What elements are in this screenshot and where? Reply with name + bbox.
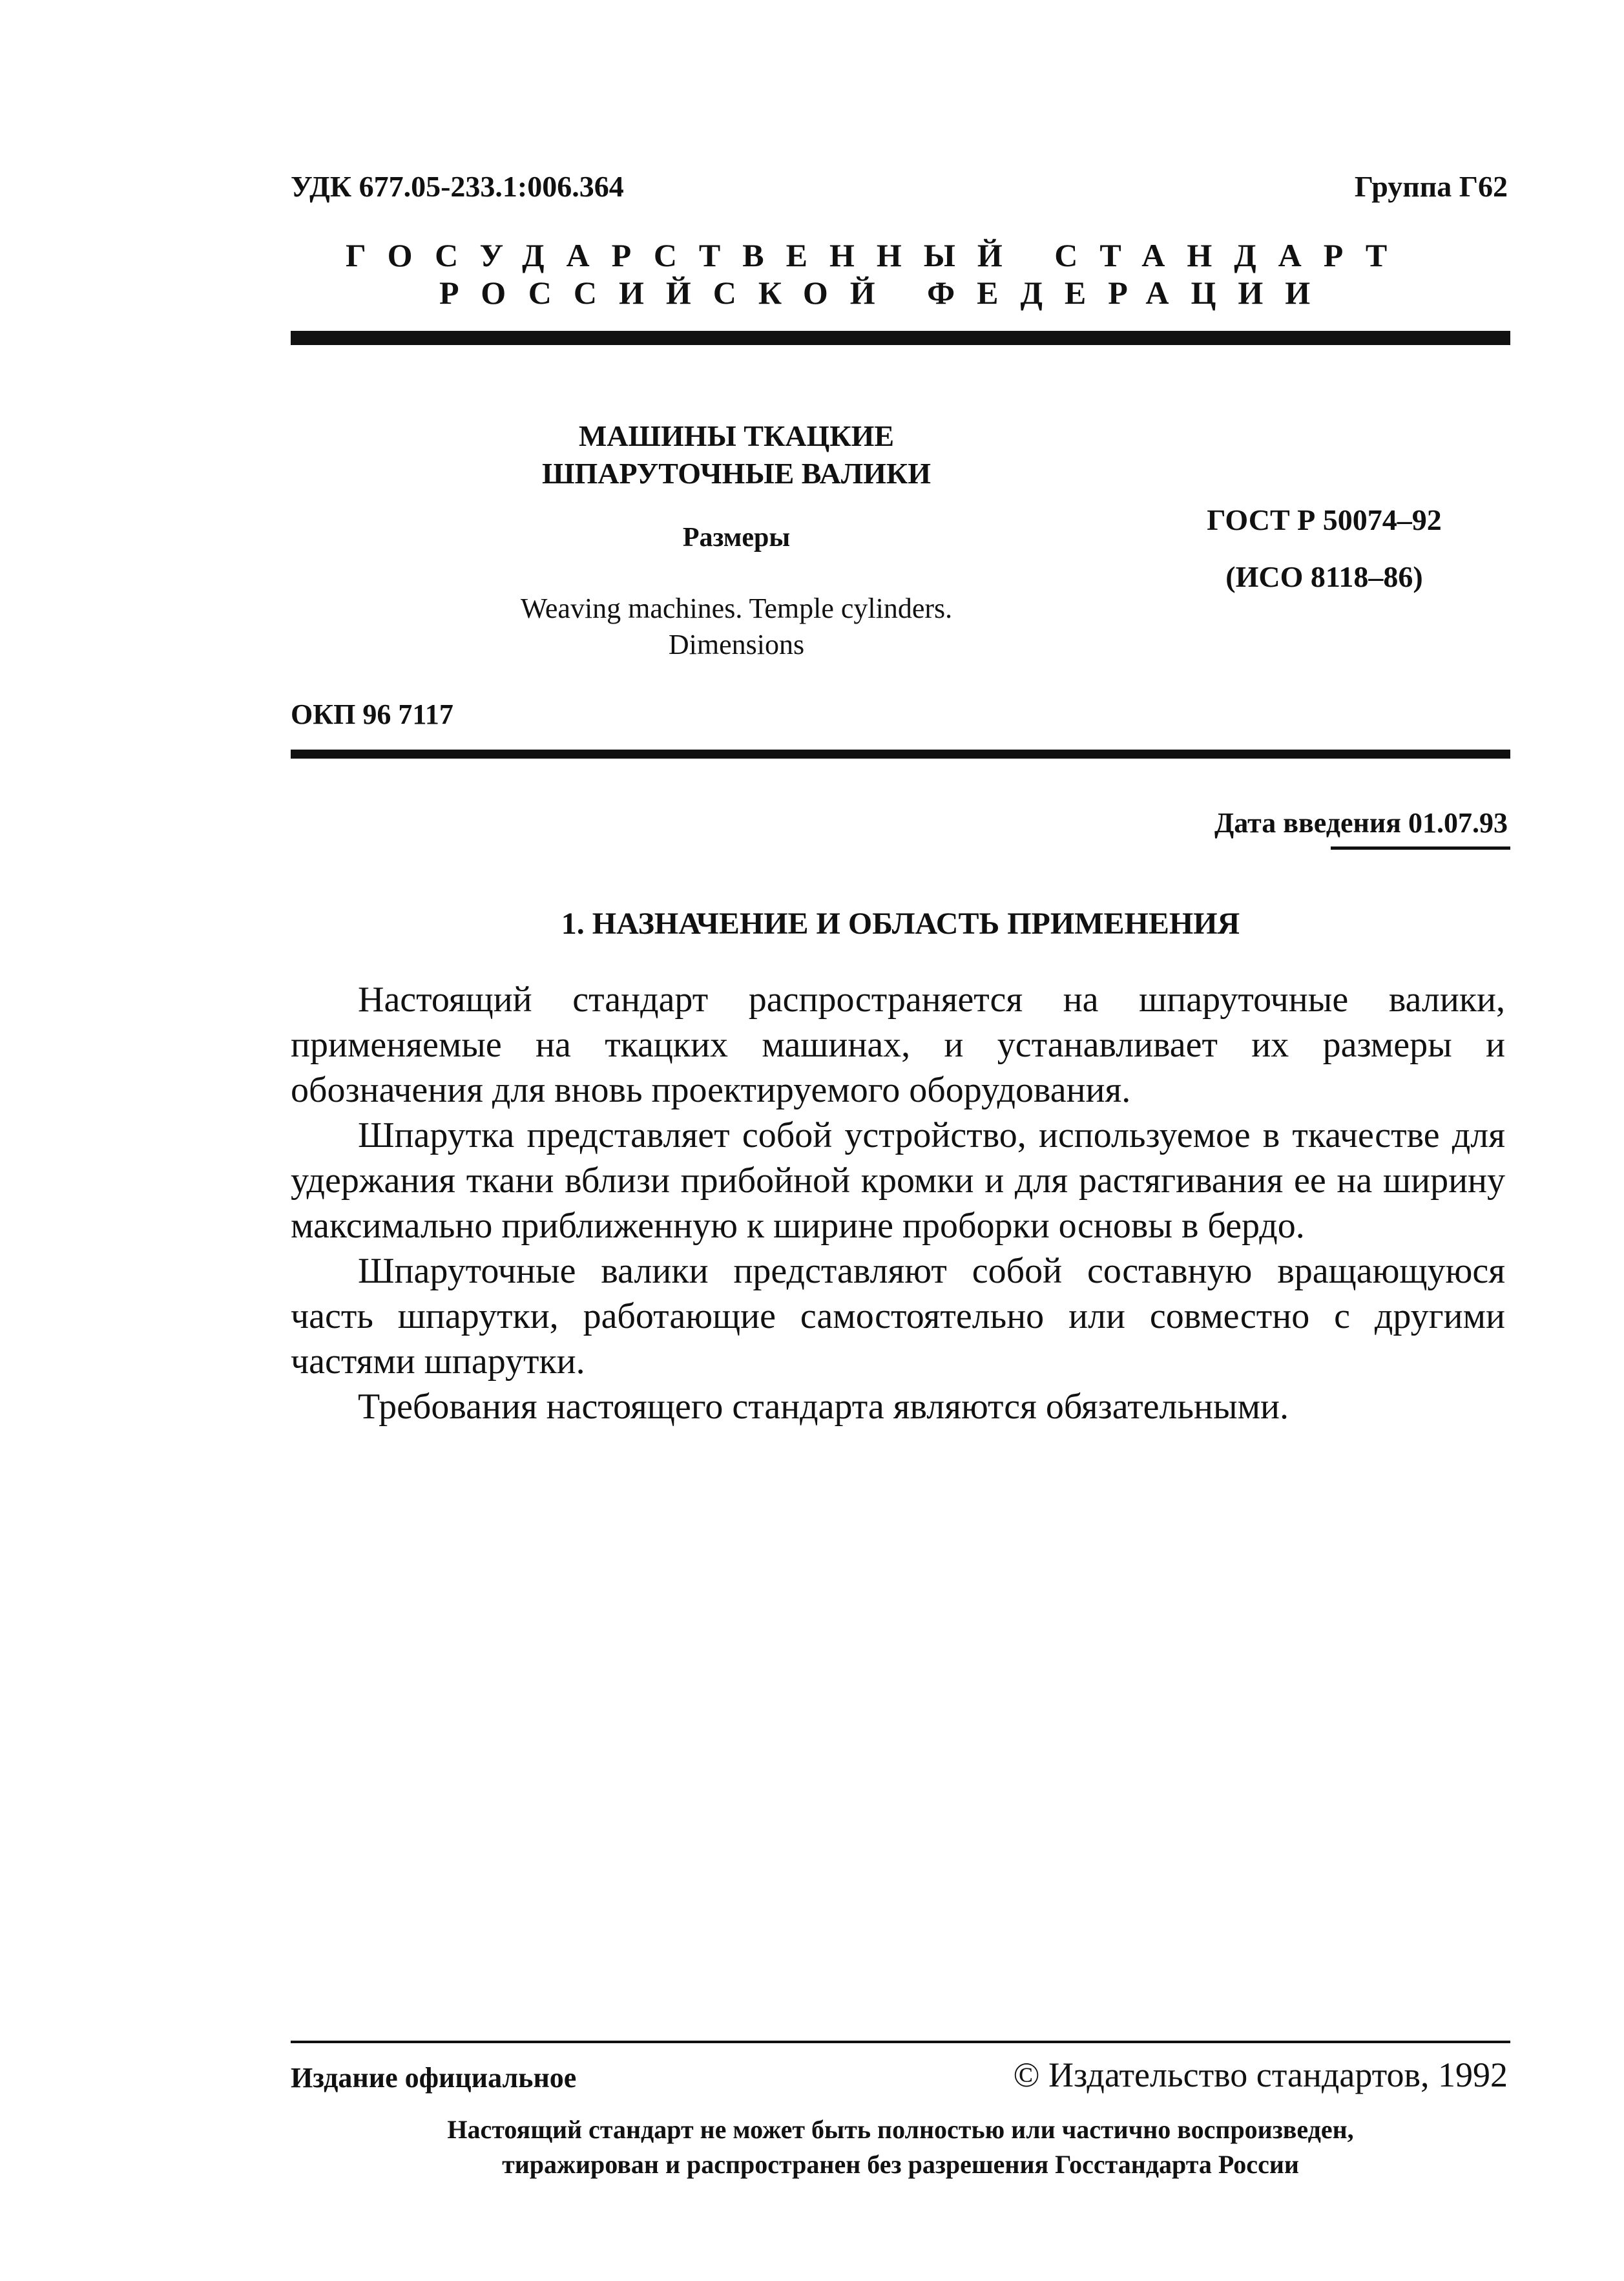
paragraph: Настоящий стандарт распространяется на шпаруточные валики, применяемые на ткацких машинах, и устанавливает их размеры и обозначения для вновь проектируемого оборудования.	[291, 980, 1505, 1110]
document-subtitle: Размеры	[682, 523, 791, 552]
copyright: © Издательство стандартов, 1992	[1013, 2055, 1508, 2094]
section-heading: 1. НАЗНАЧЕНИЕ И ОБЛАСТЬ ПРИМЕНЕНИЯ	[561, 907, 1240, 941]
paragraph: Шпарутка представляет собой устройство, используемое в ткачестве для удержания ткани вблизи прибойной кромки и для растягивания ее на ширину максимально приближенную к ширине проборки основы в бердо.	[291, 1115, 1505, 1246]
title-divider	[291, 750, 1510, 759]
english-title-line2: Dimensions	[668, 629, 805, 660]
introduction-date: Дата введения 01.07.93	[1214, 807, 1508, 839]
official-edition: Издание официальное	[291, 2062, 577, 2094]
paragraph: Шпаруточные валики представляют собой составную вращающуюся часть шпарутки, работающие самостоятельно или совместно с другими частями шпарутки.	[291, 1251, 1505, 1382]
russian-federation-title: РОССИЙСКОЙ ФЕДЕРАЦИИ	[439, 275, 1333, 311]
reproduction-notice-line2: тиражирован и распространен без разрешения Госстандарта России	[502, 2150, 1299, 2179]
iso-reference: (ИСО 8118–86)	[1225, 560, 1423, 593]
english-title-line1: Weaving machines. Temple cylinders.	[520, 593, 953, 624]
section-body	[291, 977, 1505, 1429]
footer-divider	[291, 2041, 1510, 2043]
document-title-line1: МАШИНЫ ТКАЦКИЕ	[578, 419, 895, 452]
group-code: Группа Г62	[1354, 170, 1508, 203]
udk-code: УДК 677.05-233.1:006.364	[291, 170, 624, 203]
paragraph: Требования настоящего стандарта являются обязательными.	[358, 1387, 1289, 1427]
gost-number: ГОСТ Р 50074–92	[1207, 503, 1442, 536]
header-divider	[291, 331, 1510, 345]
okp-code: ОКП 96 7117	[291, 699, 453, 730]
date-underline	[1331, 846, 1510, 850]
reproduction-notice-line1: Настоящий стандарт не может быть полностью или частично воспроизведен,	[447, 2115, 1354, 2144]
document-title-line2: ШПАРУТОЧНЫЕ ВАЛИКИ	[541, 457, 932, 490]
state-standard-title: ГОСУДАРСТВЕННЫЙ СТАНДАРТ	[346, 237, 1410, 273]
